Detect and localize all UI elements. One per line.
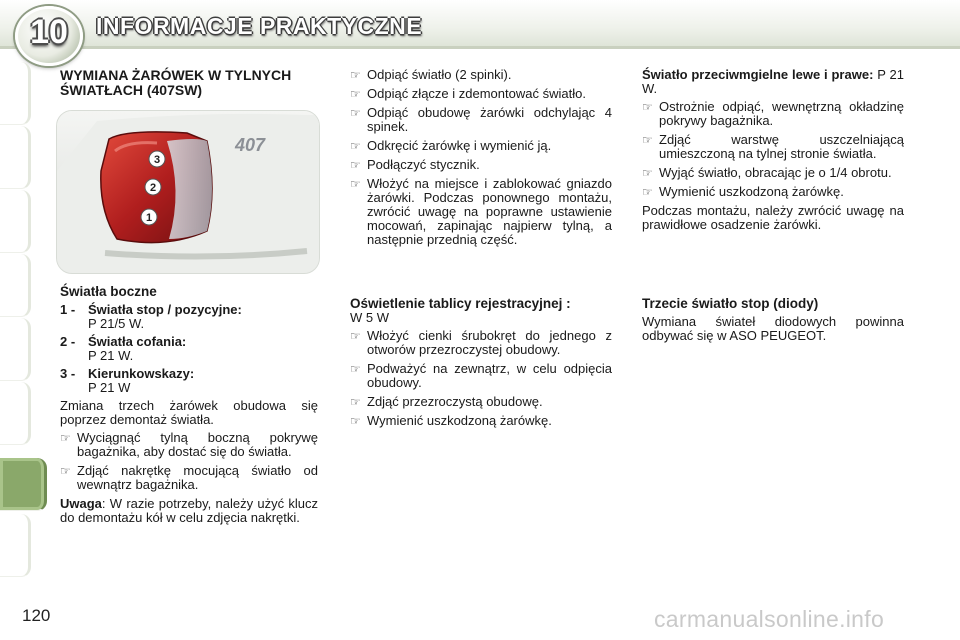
item-label: Światła cofania: [88, 334, 187, 349]
column-2 [350, 68, 612, 252]
paragraph: Podczas montażu, należy zwrócić uwagę na prawidłowe osadzenie żarówki. [642, 203, 904, 232]
header-divider [0, 46, 960, 49]
item-number: 2 - [60, 334, 76, 349]
instruction-bullet: ☞ Odkręcić żarówkę i wymienić ją. [350, 138, 552, 153]
hand-pointer-icon: ☞ [642, 185, 653, 199]
fog-light-heading [642, 68, 904, 96]
side-lights-title: Światła boczne [60, 284, 157, 299]
hand-pointer-icon: ☞ [642, 166, 653, 180]
svg-text:1: 1 [145, 212, 153, 224]
item-number: 1 - [60, 302, 76, 317]
hand-pointer-icon: ☞ [642, 133, 653, 147]
instruction-bullet: ☞ Odpiąć złącze i zdemontować światło. [350, 86, 586, 101]
svg-text:3: 3 [153, 154, 161, 166]
instruction-bullet: ☞ Odpiąć światło (2 spinki). [350, 67, 512, 82]
item-value: P 21/5 W. [88, 316, 145, 331]
bulb-item [60, 335, 318, 363]
watermark: carmanualsonline.info [654, 606, 885, 632]
hand-pointer-icon: ☞ [642, 100, 653, 114]
instruction-bullet: ☞ Podłączyć stycznik. [350, 157, 480, 172]
instruction-bullet: ☞ Podważyć na zewnątrz, w celu odpięcia obudowy. [350, 361, 612, 390]
hand-pointer-icon: ☞ [350, 106, 361, 120]
model-badge: 407 [235, 135, 266, 155]
hand-pointer-icon: ☞ [60, 431, 71, 445]
plate-light-title: Oświetlenie tablicy rejestracyjnej : [350, 296, 571, 311]
section-title: WYMIANA ŻARÓWEK W TYLNYCH ŚWIATŁACH (407SW) [60, 67, 292, 98]
instruction-bullet: ☞ Włożyć na miejsce i zablokować gniazdo żarówki. Podczas ponownego montażu, zwrócić uwagę na poprawne ustawienie mocowań, zapinając najpierw tylną, a następnie przednią część. [350, 176, 612, 247]
hand-pointer-icon: ☞ [350, 87, 361, 101]
instruction-bullet: ☞ Wymienić uszkodzoną żarówkę. [350, 413, 552, 428]
bulb-item [60, 303, 318, 331]
hand-pointer-icon: ☞ [350, 395, 361, 409]
note-text: : W razie potrzeby, należy użyć klucz do demontażu kół w celu zdjęcia nakrętki. [60, 496, 318, 525]
bulb-item [60, 367, 318, 395]
page-number: 120 [22, 606, 51, 625]
chapter-number: 10 [30, 13, 68, 51]
item-value: P 21 W [88, 380, 131, 395]
hand-pointer-icon: ☞ [350, 414, 361, 428]
item-label: Kierunkowskazy: [88, 366, 195, 381]
third-stop-title: Trzecie światło stop (diody) [642, 296, 819, 311]
chapter-badge [15, 6, 83, 66]
instruction-bullet: ☞ Zdjąć warstwę uszczelniającą umieszczoną na tylnej stronie światła. [642, 132, 904, 161]
instruction-bullet: ☞ Włożyć cienki śrubokręt do jednego z otworów przezroczystej obudowy. [350, 328, 612, 357]
hand-pointer-icon: ☞ [350, 158, 361, 172]
instruction-bullet: ☞ Wyjąć światło, obracając je o 1/4 obrotu. [642, 165, 892, 180]
item-label: Światła stop / pozycyjne: [88, 302, 242, 317]
chapter-tab[interactable] [0, 126, 31, 189]
plate-light-section [350, 296, 612, 433]
hand-pointer-icon: ☞ [60, 464, 71, 478]
instruction-bullet: ☞ Wyciągnąć tylną boczną pokrywę bagażnika, aby dostać się do światła. [60, 430, 318, 459]
note-label: Uwaga [60, 496, 102, 511]
chapter-tab[interactable] [0, 190, 31, 253]
chapter-tab[interactable] [0, 382, 31, 445]
note [60, 497, 318, 525]
hand-pointer-icon: ☞ [350, 177, 361, 191]
item-number: 3 - [60, 366, 76, 381]
hand-pointer-icon: ☞ [350, 139, 361, 153]
paragraph: Wymiana świateł diodowych powinna odbywać się w ASO PEUGEOT. [642, 314, 904, 343]
instruction-bullet: ☞ Zdjąć przezroczystą obudowę. [350, 394, 543, 409]
instruction-bullet: ☞ Zdjąć nakrętkę mocującą światło od wewnątrz bagażnika. [60, 463, 318, 492]
instruction-bullet: ☞ Ostrożnie odpiąć, wewnętrzną okładzinę pokrywy bagażnika. [642, 99, 904, 128]
paragraph: Zmiana trzech żarówek obudowa się poprzez demontaż światła. [60, 398, 318, 427]
svg-text:2: 2 [149, 182, 157, 194]
hand-pointer-icon: ☞ [350, 68, 361, 82]
chapter-tab[interactable] [0, 514, 31, 577]
rear-light-photo [56, 110, 320, 274]
chapter-tab[interactable] [0, 254, 31, 317]
column-1-body [60, 284, 318, 529]
column-1 [60, 68, 318, 98]
chapter-tabs [0, 62, 36, 582]
chapter-title: INFORMACJE PRAKTYCZNE [96, 13, 423, 39]
hand-pointer-icon: ☞ [350, 329, 361, 343]
column-3 [642, 68, 904, 236]
instruction-bullet: ☞ Wymienić uszkodzoną żarówkę. [642, 184, 844, 199]
fog-light-bulb: P 21 W. [642, 67, 904, 96]
chapter-tab-active[interactable] [0, 458, 47, 511]
marker-3 [149, 151, 165, 167]
marker-2 [145, 179, 161, 195]
item-value: P 21 W. [88, 348, 134, 363]
instruction-bullet: ☞ Odpiąć obudowę żarówki odchylając 4 spinek. [350, 105, 612, 134]
chapter-tab[interactable] [0, 318, 31, 381]
marker-1 [141, 209, 157, 225]
chapter-tab[interactable] [0, 62, 31, 125]
fog-light-title: Światło przeciwmgielne lewe i prawe: [642, 67, 874, 82]
plate-light-bulb: W 5 W [350, 310, 389, 325]
third-stop-section [642, 296, 904, 347]
tail-light-illustration [57, 111, 319, 273]
hand-pointer-icon: ☞ [350, 362, 361, 376]
